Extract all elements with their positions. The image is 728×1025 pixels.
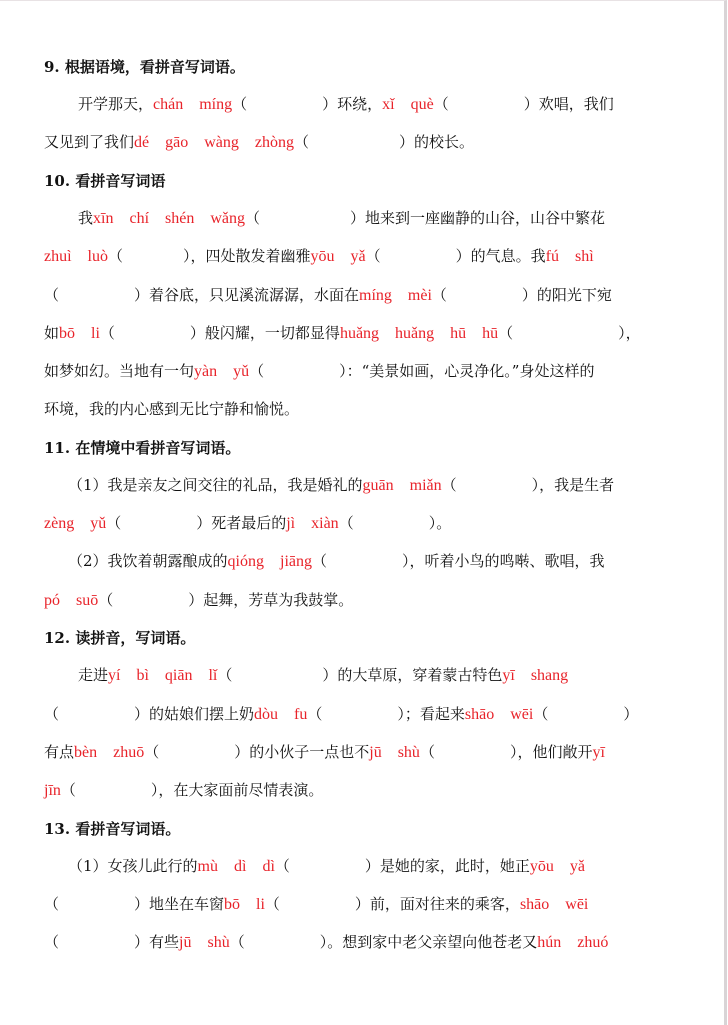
question-9-line-2: 又见到了我们dé gāo wàng zhòng（ ）的校长。 [44,133,474,151]
question-12-title: 12. 读拼音，写词语。 [44,629,196,647]
pinyin: jīn [44,782,61,799]
pinyin: bō li [59,325,100,342]
pinyin: bèn zhuō [74,744,145,761]
pinyin: jì xiàn [286,515,339,532]
question-9-title: 9. 根据语境，看拼音写词语。 [44,58,245,76]
pinyin: jū shù [179,934,230,951]
question-10-line-3: （ ）着谷底，只见溪流潺潺，水面在míng mèi（ ）的阳光下宛 [44,286,612,304]
question-13-line-3: （ ）有些jū shù（ ）。想到家中老父亲望向他苍老又hún zhuó [44,933,609,951]
question-10-line-4: 如bō li（ ）般闪耀，一切都显得huǎng huǎng hū hū（ ）， [44,324,641,342]
pinyin: yōu yǎ [529,858,586,875]
question-10-line-6: 环境，我的内心感到无比宁静和愉悦。 [44,400,300,418]
pinyin: jū shù [369,744,420,761]
question-12-line-2: （ ）的姑娘们摆上奶dòu fu（ ）；看起来shāo wēi（ ） [44,705,639,723]
pinyin: yōu yǎ [310,248,366,265]
pinyin: dòu fu [254,706,308,723]
question-13-line-1: （1）女孩儿此行的mù dì dì（ ）是她的家，此时，她正yōu yǎ [68,857,586,875]
question-11-line-1: （1）我是亲友之间交往的礼品，我是婚礼的guān miǎn（ ），我是生者 [68,476,615,494]
question-13-title: 13. 看拼音写词语。 [44,820,181,838]
pinyin: huǎng huǎng hū hū [339,325,499,342]
question-11-line-2: zèng yǔ（ ）死者最后的jì xiàn（ ）。 [44,514,452,532]
pinyin: mù dì dì [197,858,275,875]
pinyin: yī shang [502,667,569,684]
pinyin: zhuì luò [44,248,108,265]
question-10-line-5: 如梦如幻。当地有一句yàn yǔ（ ）：“美景如画，心灵净化。”身处这样的 [44,362,595,380]
pinyin: guān miǎn [362,477,442,494]
pinyin: fú shì [545,248,594,265]
pinyin: míng mèi [359,287,432,304]
question-11-line-3: （2）我饮着朝露酿成的qióng jiāng（ ），听着小鸟的鸣啭、歌唱，我 [68,552,605,570]
pinyin: yàn yǔ [194,363,250,380]
pinyin: zèng yǔ [44,515,107,532]
question-11-title: 11. 在情境中看拼音写词语。 [44,439,241,457]
question-11-line-4: pó suō（ ）起舞，芳草为我鼓掌。 [44,591,354,609]
question-9-line-1: 开学那天，chán míng（ ）环绕，xǐ què（ ）欢唱，我们 [78,95,614,113]
pinyin: yī [592,744,605,761]
pinyin: bō li [224,896,265,913]
pinyin: xīn chí shén wǎng [93,210,245,227]
pinyin: shāo wēi [519,896,589,913]
pinyin: hún zhuó [537,934,609,951]
question-10-line-1: 我xīn chí shén wǎng（ ）地来到一座幽静的山谷，山谷中繁花 [78,209,606,227]
pinyin: chán míng [153,96,233,113]
question-13-line-2: （ ）地坐在车窗bō li（ ）前，面对往来的乘客，shāo wēi [44,895,589,913]
pinyin: xǐ què [382,96,434,113]
question-10-line-2: zhuì luò（ ），四处散发着幽雅yōu yǎ（ ）的气息。我fú shì [44,247,594,265]
pinyin: dé gāo wàng zhòng [134,134,294,151]
pinyin: shāo wēi [464,706,534,723]
pinyin: qióng jiāng [227,553,312,570]
question-12-line-3: 有点bèn zhuō（ ）的小伙子一点也不jū shù（ ），他们敞开yī [44,743,605,761]
question-12-line-4: jīn（ ），在大家面前尽情表演。 [44,781,324,799]
pinyin: yí bì qiān lǐ [108,667,218,684]
pinyin: pó suō [44,592,99,609]
question-10-title: 10. 看拼音写词语 [44,172,166,190]
question-12-line-1: 走进yí bì qiān lǐ（ ）的大草原，穿着蒙古特色yī shang [78,666,569,684]
